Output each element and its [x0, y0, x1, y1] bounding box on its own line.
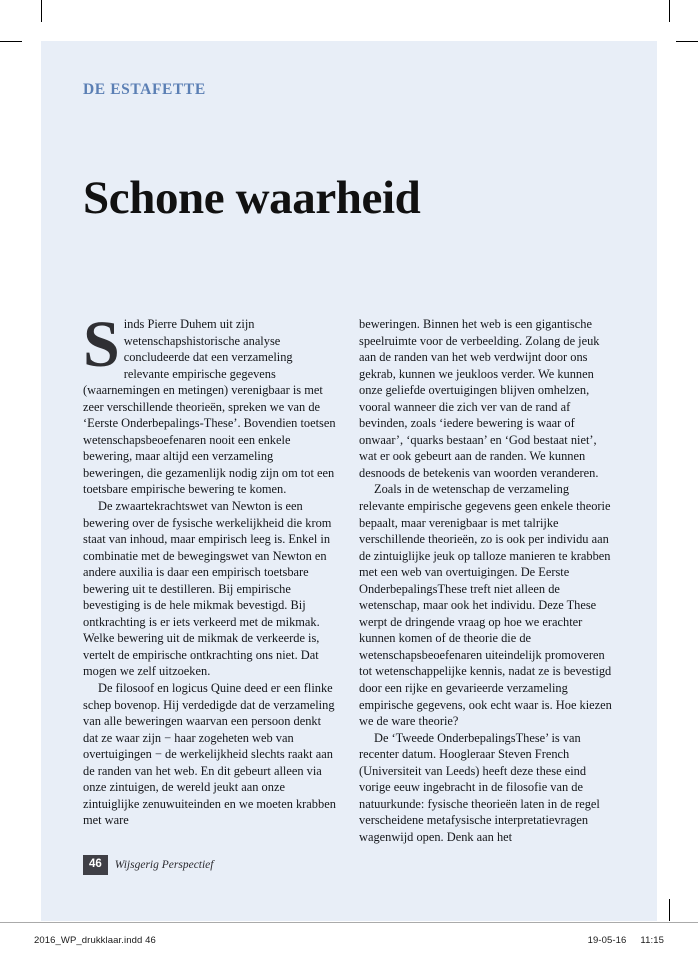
slug-date: 19-05-16	[587, 935, 627, 946]
paragraph	[83, 308, 337, 498]
print-slug-bar	[0, 922, 698, 963]
page-sheet	[41, 41, 657, 921]
crop-mark-bottom-right-vertical	[669, 899, 670, 921]
paragraph: beweringen. Binnen het web is een gigantische speelruimte voor de verbeelding. Zolang de jeuk aan de randen van het web verdwijnt door ons gekrab, kunnen we jeukloos verder. We kunnen onze geliefde overtuigingen blijven omhelzen, vooral wanneer die zich ver van de rand af bevinden, zoals ‘iedere bewering is waar of onwaar’, ‘quarks bestaan’ en ‘God bestaat niet’, wat er ook gebeurt aan de randen. We kunnen desnoods de betekenis van woorden veranderen.	[359, 317, 600, 480]
paragraph: Zoals in de wetenschap de verzameling relevante empirische gegevens geen enkele theorie bepaalt, maar verenigbaar is met talrijke verschillende theorieën, zo is ook per individu aan de zintuiglijke jeuk op talloze manieren te krabben met een web van overtuigingen. De Eerste OnderbepalingsThese treft niet alleen de wetenschap, maar ook het individu. Deze These werpt de dringende vraag op hoe we erachter kunnen komen of de theorie die de wetenschapsbeoefenaren uiteindelijk promoveren tot wetenschappelijke kennis, nadat ze is bevestigd door een rijke en gevarieerde verzameling empirische gegevens, ook echt waar is. Hoe kiezen we de ware theorie?	[359, 482, 612, 729]
page-title: Schone waarheid	[83, 172, 421, 224]
slug-timestamp	[588, 935, 664, 946]
slug-time: 11:15	[640, 935, 664, 946]
article-body	[83, 81, 613, 921]
slug-filename: 2016_WP_drukklaar.indd 46	[34, 935, 156, 946]
column-right	[359, 316, 613, 846]
text-columns	[83, 308, 613, 846]
crop-mark-left-top-horizontal	[0, 41, 22, 42]
paragraph: De zwaartekrachtswet van Newton is een bewering over de fysische werkelijkheid die krom staat van inhoud, maar empirisch leeg is. Enkel in combinatie met de bewegingswet van Newton en andere auxilia is daar een empirisch toetsbare bewering uit te destilleren. Bij empirische bevestiging is de hele mikmak bevestigd. Bij ontkrachting is er iets verkeerd met de mikmak. Welke bewering uit de mikmak de verkeerde is, vertelt de empirische ontkrachting ons niet. Dat mogen we zelf uitzoeken.	[83, 499, 332, 679]
folio-page-number: 46	[83, 855, 108, 876]
paragraph: De ‘Tweede OnderbepalingsThese’ is van recenter datum. Hoogleraar Steven French (Universiteit van Leeds) heeft deze these eind vorige eeuw ingebracht in de filosofie van de natuurkunde: fysische theorieën laten in de regel verscheidene metafysische interpretatievragen wagenwijd open. Denk aan het	[359, 730, 600, 844]
column-left	[83, 308, 337, 846]
section-kicker: DE ESTAFETTE	[83, 81, 206, 98]
paragraph-text: inds Pierre Duhem uit zijn wetenschapshistorische analyse concludeerde dat een verzameling relevante empirische gegevens (waarnemingen en metingen) verenigbaar is met zeer verschillende theorieën, spreken we van de ‘Eerste Onderbepalings-These’. Bovendien toetsen wetenschapsbeoefenaren nooit een enkele bewering, maar altijd een verzameling beweringen, die gezamenlijk nodig zijn om tot een toetsbare empirische bewering te komen.	[83, 317, 336, 497]
page-footer	[83, 855, 214, 876]
paragraph: De filosoof en logicus Quine deed er een flinke schep bovenop. Hij verdedigde dat de verzameling van alle beweringen waarvan een persoon denkt dat ze waar zijn − haar zogeheten web van overtuigingen − de werkelijkheid slechts raakt aan de randen van het web. En dit gebeurt alleen via onze zintuigen, de wereld jeukt aan onze zintuiglijke zenuwuiteinden en we moeten krabben met ware	[83, 681, 336, 828]
crop-mark-top-right-vertical	[669, 0, 670, 22]
footer-publication-title: Wijsgerig Perspectief	[114, 858, 214, 871]
crop-mark-top-left-vertical	[41, 0, 42, 22]
crop-mark-right-top-horizontal	[676, 41, 698, 42]
drop-cap: S	[83, 308, 120, 381]
